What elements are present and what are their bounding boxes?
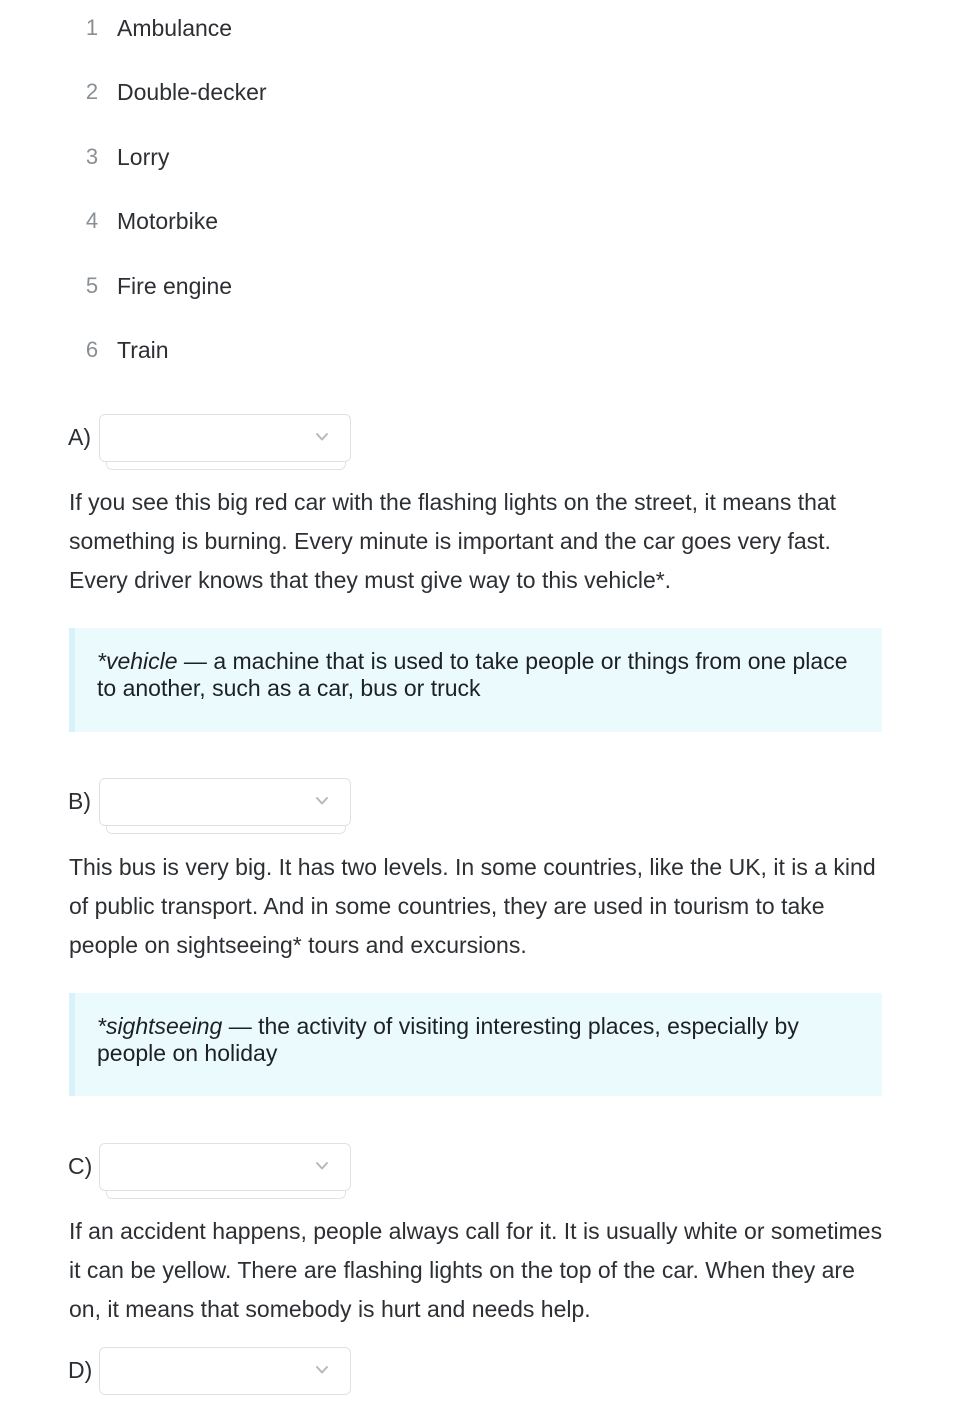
option-number: 1: [85, 15, 99, 40]
option-number: 4: [85, 208, 99, 233]
answer-dropdown-b[interactable]: [99, 778, 351, 834]
option-label: Motorbike: [117, 207, 218, 234]
question-a-text: If you see this big red car with the flashing lights on the street, it means that something is burning. Every minute is important and the car goes very fast. Every driver knows that they must give way to this vehicle*.: [69, 489, 837, 593]
note-definition: — a machine that is used to take people or things from one place to another, such as a car, bus or truck: [97, 648, 848, 701]
dropdown-box[interactable]: [99, 414, 351, 462]
answer-dropdown-d[interactable]: [99, 1347, 351, 1403]
chevron-down-icon[interactable]: [314, 429, 330, 445]
answer-dropdown-a[interactable]: [99, 414, 351, 470]
question-d-row: [68, 1347, 368, 1397]
option-label: Train: [117, 336, 169, 363]
dropdown-box[interactable]: [99, 1347, 351, 1395]
option-number: 5: [85, 273, 99, 298]
dropdown-box[interactable]: [99, 1143, 351, 1191]
option-number: 3: [85, 144, 99, 169]
option-label: Fire engine: [117, 272, 233, 299]
option-number: 6: [85, 337, 99, 362]
question-b-row: [68, 778, 368, 828]
note-text: [97, 1013, 852, 1067]
question-letter: D): [68, 1357, 93, 1383]
answer-dropdown-c[interactable]: [99, 1143, 351, 1199]
option-label: Lorry: [117, 143, 170, 170]
question-c-text: If an accident happens, people always call for it. It is usually white or sometimes it can be yellow. There are flashing lights on the top of the car. When they are on, it means that somebody is hurt and needs help.: [69, 1218, 883, 1322]
question-letter: A): [68, 424, 91, 450]
option-number: 2: [85, 79, 99, 104]
vocabulary-note-b: [69, 993, 882, 1096]
option-label: Double-decker: [117, 78, 267, 105]
chevron-down-icon[interactable]: [314, 1158, 330, 1174]
question-letter: C): [68, 1153, 93, 1179]
dropdown-box[interactable]: [99, 778, 351, 826]
question-c-row: [68, 1143, 368, 1193]
note-definition: — the activity of visiting interesting places, especially by people on holiday: [97, 1013, 799, 1066]
question-b-text: This bus is very big. It has two levels. In some countries, like the UK, it is a kind of public transport. And in some countries, they are used in tourism to take people on sightseeing* tours and excursions.: [69, 854, 876, 958]
note-term: *sightseeing: [97, 1013, 223, 1039]
vocabulary-note-a: [69, 628, 882, 732]
chevron-down-icon[interactable]: [314, 793, 330, 809]
chevron-down-icon[interactable]: [314, 1362, 330, 1378]
note-term: *vehicle: [97, 648, 178, 674]
question-letter: B): [68, 788, 91, 814]
option-label: Ambulance: [117, 14, 233, 41]
note-text: [97, 648, 852, 702]
question-a-row: [68, 414, 368, 464]
